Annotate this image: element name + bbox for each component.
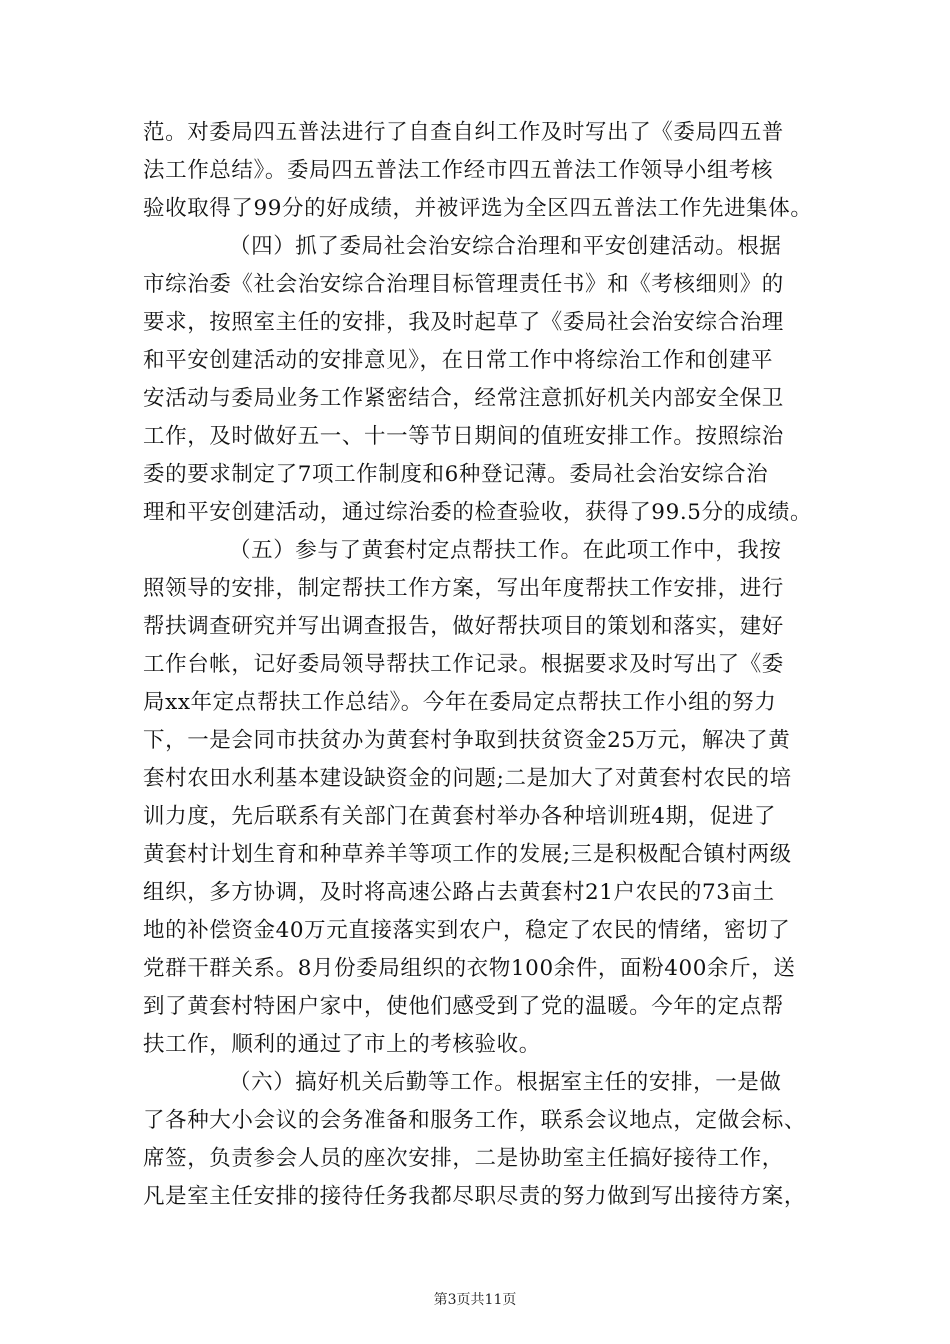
- text-line: 组织，多方协调，及时将高速公路占去黄套村21户农民的73亩土: [143, 880, 775, 905]
- section-heading-line: （五）参与了黄套村定点帮扶工作。在此项工作中，我按: [229, 538, 782, 563]
- text-line: 下，一是会同市扶贫办为黄套村争取到扶贫资金25万元，解决了黄: [143, 728, 791, 753]
- page-number-footer: 第3页共11页: [433, 1292, 517, 1308]
- text-line: 理和平安创建活动，通过综治委的检查验收，获得了99.5分的成绩。: [143, 500, 813, 525]
- text-line: 黄套村计划生育和种草养羊等项工作的发展;三是积极配合镇村两级: [143, 842, 792, 867]
- text-line: 到了黄套村特困户家中，使他们感受到了党的温暖。今年的定点帮: [143, 994, 784, 1019]
- text-line: 局xx年定点帮扶工作总结》。今年在委局定点帮扶工作小组的努力: [143, 690, 777, 715]
- text-line: 法工作总结》。委局四五普法工作经市四五普法工作领导小组考核: [143, 158, 774, 183]
- text-line: 地的补偿资金40万元直接落实到农户，稳定了农民的情绪，密切了: [143, 918, 791, 943]
- text-line: 要求，按照室主任的安排，我及时起草了《委局社会治安综合治理: [143, 310, 784, 335]
- text-line: 工作台帐，记好委局领导帮扶工作记录。根据要求及时写出了《委: [143, 652, 784, 677]
- section-heading-line: （六）搞好机关后勤等工作。根据室主任的安排，一是做: [229, 1070, 782, 1095]
- text-line: 市综治委《社会治安综合治理目标管理责任书》和《考核细则》的: [143, 272, 784, 297]
- text-line: 了各种大小会议的会务准备和服务工作，联系会议地点，定做会标、: [143, 1108, 807, 1133]
- text-line: 范。对委局四五普法进行了自查自纠工作及时写出了《委局四五普: [143, 120, 784, 145]
- text-line: 照领导的安排，制定帮扶工作方案，写出年度帮扶工作安排，进行: [143, 576, 784, 601]
- text-line: 验收取得了99分的好成绩，并被评选为全区四五普法工作先进集体。: [143, 196, 813, 221]
- text-line: 工作，及时做好五一、十一等节日期间的值班安排工作。按照综治: [143, 424, 784, 449]
- text-line: 扶工作，顺利的通过了市上的考核验收。: [143, 1032, 541, 1057]
- text-line: 凡是室主任安排的接待任务我都尽职尽责的努力做到写出接待方案，: [143, 1184, 807, 1209]
- text-line: 委的要求制定了7项工作制度和6种登记薄。委局社会治安综合治: [143, 462, 769, 487]
- text-line: 训力度，先后联系有关部门在黄套村举办各种培训班4期，促进了: [143, 804, 777, 829]
- text-line: 席签，负责参会人员的座次安排，二是协助室主任搞好接待工作，: [143, 1146, 784, 1171]
- text-line: 党群干群关系。8月份委局组织的衣物100余件，面粉400余斤，送: [143, 956, 796, 981]
- text-line: 套村农田水利基本建设缺资金的问题;二是加大了对黄套村农民的培: [143, 766, 792, 791]
- text-line: 和平安创建活动的安排意见》，在日常工作中将综治工作和创建平: [143, 348, 774, 373]
- text-line: 帮扶调查研究并写出调查报告，做好帮扶项目的策划和落实，建好: [143, 614, 784, 639]
- section-heading-line: （四）抓了委局社会治安综合治理和平安创建活动。根据: [229, 234, 782, 259]
- text-line: 安活动与委局业务工作紧密结合，经常注意抓好机关内部安全保卫: [143, 386, 784, 411]
